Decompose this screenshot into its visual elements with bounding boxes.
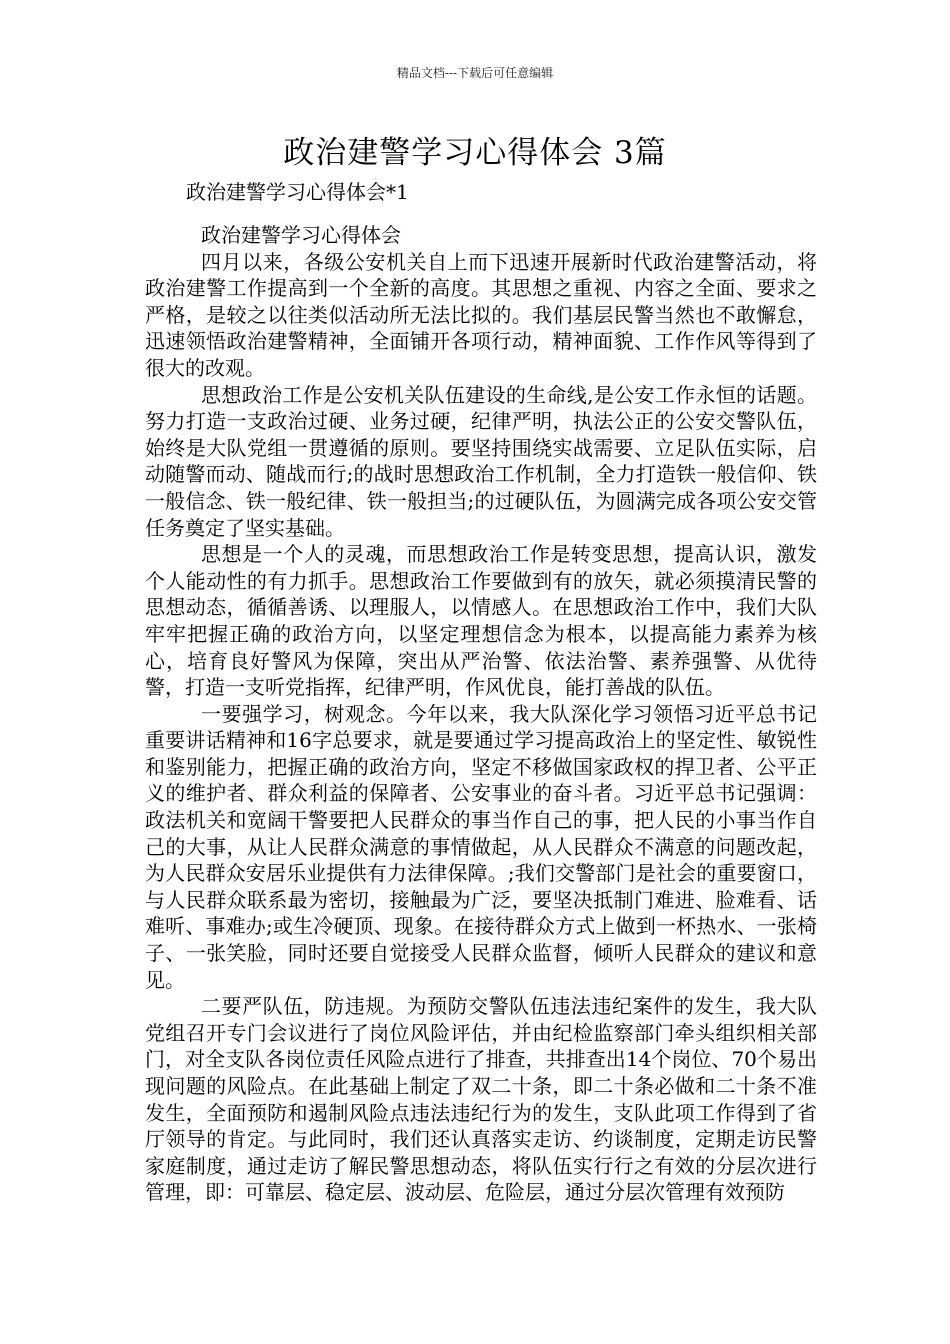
paragraph: 二要严队伍，防违规。为预防交警队伍违法违纪案件的发生，我大队党组召开专门会议进行了岗位风险评估，并由纪检监察部门牵头组织相关部门，对全支队各岗位责任风险点进行了排查，共排查出14个岗位、70个易出现问题的风险点。在此基础上制定了双二十条，即二十条必做和二十条不准发生，全面预防和遏制风险点违法违纪行为的发生，支队此项工作得到了省厅领导的肯定。与此同时，我们还认真落实走访、约谈制度，定期走访民警家庭制度，通过走访了解民警思想动态，将队伍实行行之有效的分层次进行管理，即：可靠层、稳定层、波动层、危险层，通过分层次管理有效预防 (145, 994, 817, 1205)
paragraph: 一要强学习，树观念。今年以来，我大队深化学习领悟习近平总书记重要讲话精神和16字总要求，就是要通过学习提高政治上的坚定性、敏锐性和鉴别能力，把握正确的政治方向，坚定不移做国家政权的捍卫者、公平正义的维护者、群众利益的保障者、公安事业的奋斗者。习近平总书记强调：政法机关和宽阔干警要把人民群众的事当作自己的事，把人民的小事当作自己的大事，从让人民群众满意的事情做起，从人民群众不满意的问题改起，为人民群众安居乐业提供有力法律保障。;我们交警部门是社会的重要窗口，与人民群众联系最为密切，接触最为广泛，要坚决抵制门难进、脸难看、话难听、事难办;或生冷硬顶、现象。在接待群众方式上做到一杯热水、一张椅子、一张笑脸，同时还要自觉接受人民群众监督，倾听人民群众的建议和意见。 (145, 701, 817, 992)
document-subtitle: 政治建警学习心得体会*1 (186, 180, 409, 204)
paragraph: 思想是一个人的灵魂，而思想政治工作是转变思想，提高认识，激发个人能动性的有力抓手。思想政治工作要做到有的放矢，就必须摸清民警的思想动态，循循善诱、以理服人，以情感人。在思想政治工作中，我们大队牢牢把握正确的政治方向，以坚定理想信念为根本，以提高能力素养为核心，培育良好警风为保障，突出从严治警、依法治警、素养强警、从优待警，打造一支听党指挥，纪律严明，作风优良，能打善战的队伍。 (145, 542, 817, 700)
paragraph: 思想政治工作是公安机关队伍建设的生命线,是公安工作永恒的话题。努力打造一支政治过硬、业务过硬，纪律严明，执法公正的公安交警队伍，始终是大队党组一贯遵循的原则。要坚持围绕实战需要、立足队伍实际，启动随警而动、随战而行;的战时思想政治工作机制，全力打造铁一般信仰、铁一般信念、铁一般纪律、铁一般担当;的过硬队伍，为圆满完成各项公安交管任务奠定了坚实基础。 (145, 382, 817, 540)
paragraph: 四月以来，各级公安机关自上而下迅速开展新时代政治建警活动，将政治建警工作提高到一个全新的高度。其思想之重视、内容之全面、要求之严格，是较之以往类似活动所无法比拟的。我们基层民警当然也不敢懈怠，迅速领悟政治建警精神，全面铺开各项行动，精神面貌、工作作风等得到了很大的改观。 (145, 249, 817, 380)
document-title: 政治建警学习心得体会 3篇 (283, 135, 667, 171)
document-body (145, 222, 817, 1206)
page-header: 精品文档---下载后可任意编辑 (396, 66, 554, 80)
section-heading: 政治建警学习心得体会 (201, 223, 401, 247)
